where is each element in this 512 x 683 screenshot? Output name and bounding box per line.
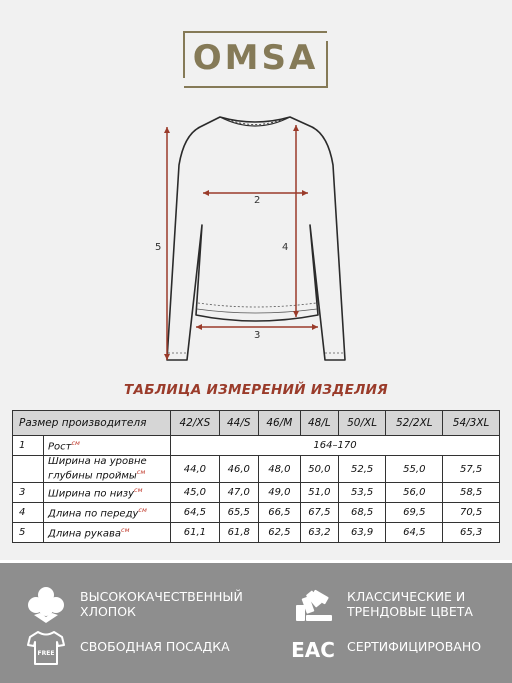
row-number: [13, 456, 44, 483]
feature-colors-text: КЛАССИЧЕСКИЕ И ТРЕНДОВЫЕ ЦВЕТА: [347, 589, 473, 619]
value-cell: 46,0: [219, 456, 258, 483]
table-row: [13, 436, 500, 456]
size-header-cell: 54/3XL: [443, 411, 500, 436]
size-header-cell: 50/XL: [338, 411, 386, 436]
value-cell: 64,5: [386, 523, 443, 543]
color-palette-icon: [292, 585, 336, 625]
row-label: Длина рукава$^{см}$: [44, 523, 171, 543]
eac-certification-icon: [291, 631, 335, 665]
feature-certified-text: СЕРТИФИЦИРОВАНО: [347, 639, 482, 654]
feature-cotton-text: ВЫСОКОКАЧЕСТВЕННЫЙ ХЛОПОК: [80, 589, 243, 619]
value-cell: 69,5: [386, 503, 443, 523]
size-header-cell: 52/2XL: [386, 411, 443, 436]
size-header-label: Размер производителя: [13, 411, 171, 436]
value-cell: 63,2: [300, 523, 338, 543]
height-range-cell: 164–170: [171, 436, 500, 456]
value-cell: 45,0: [171, 483, 220, 503]
table-title: ТАБЛИЦА ИЗМЕРЕНИЙ ИЗДЕЛИЯ: [124, 382, 388, 398]
dimension-label-hem-width: 3: [254, 330, 261, 341]
row-number: 3: [13, 483, 44, 503]
value-cell: 44,0: [171, 456, 220, 483]
value-cell: 65,3: [443, 523, 500, 543]
dimension-label-chest-width: 2: [254, 195, 261, 206]
cotton-icon: [24, 583, 68, 627]
value-cell: 58,5: [443, 483, 500, 503]
row-number: 5: [13, 523, 44, 543]
dimension-label-front-length: 4: [282, 242, 289, 253]
row-label: Ширина на уровне глубины проймы$^{см}$: [44, 456, 171, 483]
row-label: Ширина по низу$^{см}$: [44, 483, 171, 503]
value-cell: 49,0: [258, 483, 300, 503]
dimension-label-sleeve-length: 5: [155, 242, 162, 253]
table-row: [13, 503, 500, 523]
value-cell: 55,0: [386, 456, 443, 483]
value-cell: 66,5: [258, 503, 300, 523]
value-cell: 48,0: [258, 456, 300, 483]
free-fit-tshirt-icon: [26, 629, 66, 667]
value-cell: 52,5: [338, 456, 386, 483]
value-cell: 63,9: [338, 523, 386, 543]
value-cell: 47,0: [219, 483, 258, 503]
value-cell: 65,5: [219, 503, 258, 523]
row-number: 4: [13, 503, 44, 523]
brand-logo-text: OMSA: [192, 38, 319, 78]
size-header-cell: 42/XS: [171, 411, 220, 436]
value-cell: 61,1: [171, 523, 220, 543]
value-cell: 61,8: [219, 523, 258, 543]
size-header-cell: 48/L: [300, 411, 338, 436]
eac-icon-text: EAC: [291, 638, 335, 662]
value-cell: 67,5: [300, 503, 338, 523]
value-cell: 51,0: [300, 483, 338, 503]
value-cell: 68,5: [338, 503, 386, 523]
size-table: [12, 410, 500, 543]
table-row: [13, 483, 500, 503]
brand-logo: [182, 30, 329, 89]
row-label: Рост$^{см}$: [44, 436, 171, 456]
value-cell: 56,0: [386, 483, 443, 503]
size-table-header: [13, 411, 500, 436]
value-cell: 64,5: [171, 503, 220, 523]
value-cell: 53,5: [338, 483, 386, 503]
free-fit-icon-text: FREE: [37, 650, 55, 657]
size-header-cell: 44/S: [219, 411, 258, 436]
value-cell: 62,5: [258, 523, 300, 543]
value-cell: 57,5: [443, 456, 500, 483]
feature-fit-text: СВОБОДНАЯ ПОСАДКА: [80, 639, 230, 654]
table-row: [13, 456, 500, 483]
value-cell: 50,0: [300, 456, 338, 483]
value-cell: 70,5: [443, 503, 500, 523]
size-header-cell: 46/M: [258, 411, 300, 436]
features-panel: [0, 563, 512, 683]
row-number: 1: [13, 436, 44, 456]
row-label: Длина по переду$^{см}$: [44, 503, 171, 523]
table-row: [13, 523, 500, 543]
